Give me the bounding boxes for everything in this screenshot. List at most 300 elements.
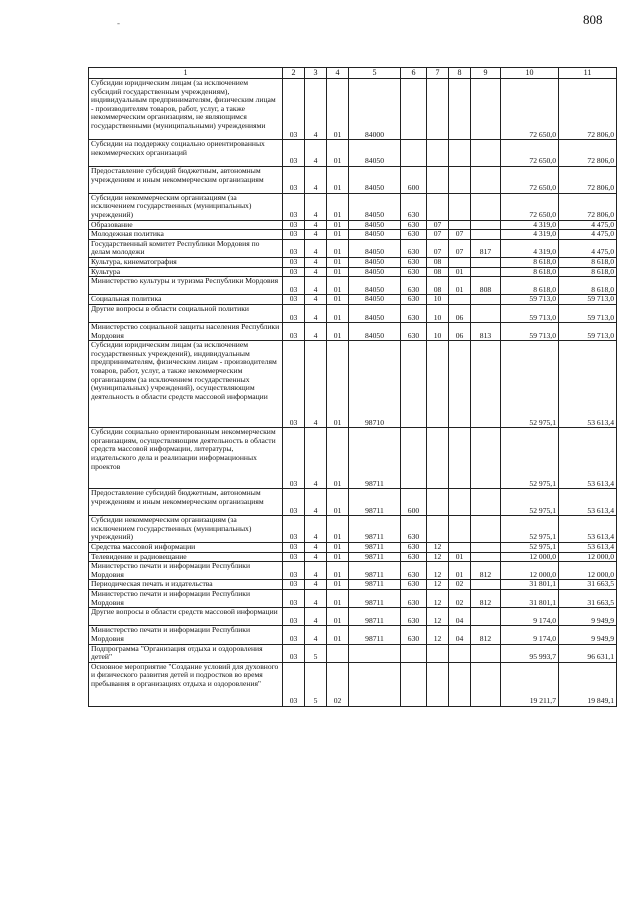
cell-col-9 bbox=[471, 662, 501, 706]
cell-col-6: 630 bbox=[401, 277, 427, 295]
row-name: Субсидии некоммерческим организациям (за исключением государственных (муниципальных) учреждений) bbox=[89, 516, 283, 543]
cell-col-6: 630 bbox=[401, 562, 427, 580]
cell-col-9 bbox=[471, 166, 501, 193]
cell-col-10: 12 000,0 bbox=[501, 552, 559, 562]
cell-col-4: 01 bbox=[327, 277, 349, 295]
cell-col-7 bbox=[427, 662, 449, 706]
cell-col-3: 4 bbox=[305, 562, 327, 580]
cell-col-9 bbox=[471, 79, 501, 140]
table-row bbox=[89, 341, 617, 428]
cell-col-8: 01 bbox=[449, 267, 471, 277]
row-name: Министерство культуры и туризма Республики Мордовия bbox=[89, 277, 283, 295]
cell-col-8 bbox=[449, 489, 471, 516]
cell-col-2: 03 bbox=[283, 644, 305, 662]
table-row bbox=[89, 277, 617, 295]
table-row bbox=[89, 323, 617, 341]
cell-col-2: 03 bbox=[283, 277, 305, 295]
cell-col-4: 01 bbox=[327, 590, 349, 608]
cell-col-10: 72 650,0 bbox=[501, 79, 559, 140]
cell-col-10: 9 174,0 bbox=[501, 608, 559, 626]
cell-col-5: 98711 bbox=[349, 489, 401, 516]
cell-col-7: 12 bbox=[427, 608, 449, 626]
cell-col-4: 01 bbox=[327, 304, 349, 322]
cell-col-10: 52 975,1 bbox=[501, 489, 559, 516]
row-name: Другие вопросы в области средств массовой информации bbox=[89, 608, 283, 626]
cell-col-5: 98711 bbox=[349, 580, 401, 590]
cell-col-11: 72 806,0 bbox=[559, 140, 617, 167]
column-header-5: 5 bbox=[349, 68, 401, 79]
cell-col-7: 07 bbox=[427, 239, 449, 257]
row-name: Молодежная политика bbox=[89, 230, 283, 240]
cell-col-5: 84050 bbox=[349, 323, 401, 341]
cell-col-9: 808 bbox=[471, 277, 501, 295]
cell-col-10: 72 650,0 bbox=[501, 193, 559, 220]
column-header-10: 10 bbox=[501, 68, 559, 79]
cell-col-2: 03 bbox=[283, 140, 305, 167]
cell-col-10: 72 650,0 bbox=[501, 166, 559, 193]
row-name: Культура bbox=[89, 267, 283, 277]
table-row bbox=[89, 562, 617, 580]
cell-col-9: 812 bbox=[471, 590, 501, 608]
cell-col-6: 630 bbox=[401, 608, 427, 626]
cell-col-5: 98711 bbox=[349, 608, 401, 626]
cell-col-2: 03 bbox=[283, 295, 305, 305]
table-row bbox=[89, 193, 617, 220]
cell-col-11: 12 000,0 bbox=[559, 562, 617, 580]
cell-col-7 bbox=[427, 489, 449, 516]
cell-col-2: 03 bbox=[283, 543, 305, 553]
cell-col-5: 98711 bbox=[349, 562, 401, 580]
cell-col-10: 12 000,0 bbox=[501, 562, 559, 580]
cell-col-5: 84050 bbox=[349, 277, 401, 295]
cell-col-8 bbox=[449, 220, 471, 230]
cell-col-3: 4 bbox=[305, 295, 327, 305]
cell-col-8 bbox=[449, 295, 471, 305]
cell-col-4: 01 bbox=[327, 516, 349, 543]
cell-col-4: 01 bbox=[327, 543, 349, 553]
cell-col-7 bbox=[427, 341, 449, 428]
cell-col-11: 4 475,0 bbox=[559, 220, 617, 230]
cell-col-6: 630 bbox=[401, 590, 427, 608]
table-row bbox=[89, 644, 617, 662]
cell-col-10: 59 713,0 bbox=[501, 304, 559, 322]
cell-col-2: 03 bbox=[283, 220, 305, 230]
cell-col-10: 95 993,7 bbox=[501, 644, 559, 662]
column-header-6: 6 bbox=[401, 68, 427, 79]
cell-col-8: 06 bbox=[449, 323, 471, 341]
row-name: Министерство печати и информации Республики Мордовия bbox=[89, 590, 283, 608]
cell-col-5: 98711 bbox=[349, 516, 401, 543]
cell-col-11: 53 613,4 bbox=[559, 341, 617, 428]
column-header-3: 3 bbox=[305, 68, 327, 79]
table-row bbox=[89, 626, 617, 644]
cell-col-2: 03 bbox=[283, 239, 305, 257]
cell-col-11: 53 613,4 bbox=[559, 428, 617, 489]
cell-col-10: 8 618,0 bbox=[501, 277, 559, 295]
cell-col-8: 04 bbox=[449, 608, 471, 626]
cell-col-9: 812 bbox=[471, 562, 501, 580]
table-row bbox=[89, 79, 617, 140]
cell-col-7: 07 bbox=[427, 220, 449, 230]
cell-col-8: 06 bbox=[449, 304, 471, 322]
cell-col-10: 31 801,1 bbox=[501, 590, 559, 608]
column-header-7: 7 bbox=[427, 68, 449, 79]
cell-col-6: 630 bbox=[401, 267, 427, 277]
cell-col-6: 630 bbox=[401, 220, 427, 230]
cell-col-5: 84000 bbox=[349, 79, 401, 140]
cell-col-3: 4 bbox=[305, 608, 327, 626]
cell-col-8 bbox=[449, 543, 471, 553]
cell-col-5: 84050 bbox=[349, 140, 401, 167]
table-row bbox=[89, 166, 617, 193]
cell-col-5: 98711 bbox=[349, 428, 401, 489]
cell-col-2: 03 bbox=[283, 562, 305, 580]
cell-col-3: 4 bbox=[305, 79, 327, 140]
cell-col-7 bbox=[427, 428, 449, 489]
column-header-8: 8 bbox=[449, 68, 471, 79]
cell-col-11: 8 618,0 bbox=[559, 267, 617, 277]
cell-col-3: 5 bbox=[305, 644, 327, 662]
cell-col-10: 8 618,0 bbox=[501, 257, 559, 267]
cell-col-4: 01 bbox=[327, 267, 349, 277]
cell-col-5: 84050 bbox=[349, 230, 401, 240]
table-row bbox=[89, 489, 617, 516]
cell-col-8 bbox=[449, 257, 471, 267]
cell-col-5: 98710 bbox=[349, 341, 401, 428]
cell-col-9 bbox=[471, 257, 501, 267]
cell-col-3: 4 bbox=[305, 552, 327, 562]
cell-col-6: 630 bbox=[401, 257, 427, 267]
cell-col-4: 01 bbox=[327, 341, 349, 428]
cell-col-6: 630 bbox=[401, 543, 427, 553]
budget-table bbox=[88, 67, 617, 707]
column-header-11: 11 bbox=[559, 68, 617, 79]
row-name: Культура, кинематография bbox=[89, 257, 283, 267]
cell-col-9 bbox=[471, 230, 501, 240]
cell-col-2: 03 bbox=[283, 304, 305, 322]
cell-col-3: 4 bbox=[305, 304, 327, 322]
cell-col-10: 4 319,0 bbox=[501, 239, 559, 257]
row-name: Субсидии на поддержку социально ориентированных некоммерческих организаций bbox=[89, 140, 283, 167]
table-row bbox=[89, 590, 617, 608]
cell-col-10: 72 650,0 bbox=[501, 140, 559, 167]
cell-col-10: 52 975,1 bbox=[501, 543, 559, 553]
cell-col-2: 03 bbox=[283, 323, 305, 341]
cell-col-5: 84050 bbox=[349, 239, 401, 257]
cell-col-6: 630 bbox=[401, 230, 427, 240]
cell-col-7: 07 bbox=[427, 230, 449, 240]
row-name: Министерство социальной защиты населения Республики Мордовия bbox=[89, 323, 283, 341]
cell-col-7: 12 bbox=[427, 580, 449, 590]
cell-col-3: 4 bbox=[305, 590, 327, 608]
table-row bbox=[89, 580, 617, 590]
row-name: Министерство печати и информации Республики Мордовия bbox=[89, 562, 283, 580]
cell-col-11: 4 475,0 bbox=[559, 239, 617, 257]
cell-col-3: 4 bbox=[305, 267, 327, 277]
cell-col-8: 01 bbox=[449, 277, 471, 295]
cell-col-10: 8 618,0 bbox=[501, 267, 559, 277]
cell-col-2: 03 bbox=[283, 257, 305, 267]
cell-col-11: 72 806,0 bbox=[559, 193, 617, 220]
cell-col-8 bbox=[449, 193, 471, 220]
cell-col-6 bbox=[401, 662, 427, 706]
cell-col-2: 03 bbox=[283, 489, 305, 516]
cell-col-11: 53 613,4 bbox=[559, 543, 617, 553]
cell-col-4: 01 bbox=[327, 140, 349, 167]
row-name: Субсидии социально ориентированным некоммерческим организациям, осуществляющим деятельность в области средств массовой информации, литературы, издательского дела и реализации информационных проектов bbox=[89, 428, 283, 489]
cell-col-5: 84050 bbox=[349, 267, 401, 277]
row-name: Министерство печати и информации Республики Мордовия bbox=[89, 626, 283, 644]
cell-col-10: 59 713,0 bbox=[501, 323, 559, 341]
cell-col-6: 630 bbox=[401, 304, 427, 322]
cell-col-6: 630 bbox=[401, 295, 427, 305]
cell-col-8 bbox=[449, 166, 471, 193]
cell-col-6 bbox=[401, 79, 427, 140]
cell-col-8 bbox=[449, 516, 471, 543]
row-name: Средства массовой информации bbox=[89, 543, 283, 553]
cell-col-9 bbox=[471, 193, 501, 220]
cell-col-5: 84050 bbox=[349, 295, 401, 305]
cell-col-7: 12 bbox=[427, 590, 449, 608]
cell-col-10: 4 319,0 bbox=[501, 220, 559, 230]
cell-col-9 bbox=[471, 552, 501, 562]
cell-col-7: 08 bbox=[427, 277, 449, 295]
cell-col-6: 630 bbox=[401, 239, 427, 257]
table-row bbox=[89, 552, 617, 562]
table-row bbox=[89, 608, 617, 626]
cell-col-4: 01 bbox=[327, 323, 349, 341]
cell-col-9 bbox=[471, 220, 501, 230]
header-row bbox=[89, 68, 617, 79]
cell-col-11: 72 806,0 bbox=[559, 79, 617, 140]
cell-col-7 bbox=[427, 166, 449, 193]
cell-col-4: 01 bbox=[327, 257, 349, 267]
cell-col-3: 4 bbox=[305, 140, 327, 167]
cell-col-3: 4 bbox=[305, 580, 327, 590]
table-row bbox=[89, 220, 617, 230]
cell-col-11: 9 949,9 bbox=[559, 608, 617, 626]
row-name: Социальная политика bbox=[89, 295, 283, 305]
cell-col-2: 03 bbox=[283, 580, 305, 590]
cell-col-8 bbox=[449, 341, 471, 428]
cell-col-6 bbox=[401, 341, 427, 428]
cell-col-2: 03 bbox=[283, 516, 305, 543]
cell-col-4 bbox=[327, 644, 349, 662]
cell-col-4: 02 bbox=[327, 662, 349, 706]
cell-col-9 bbox=[471, 341, 501, 428]
cell-col-8: 01 bbox=[449, 562, 471, 580]
cell-col-7: 08 bbox=[427, 257, 449, 267]
cell-col-10: 59 713,0 bbox=[501, 295, 559, 305]
cell-col-5: 98711 bbox=[349, 590, 401, 608]
cell-col-4: 01 bbox=[327, 552, 349, 562]
cell-col-11: 59 713,0 bbox=[559, 295, 617, 305]
cell-col-8: 02 bbox=[449, 590, 471, 608]
cell-col-7 bbox=[427, 644, 449, 662]
cell-col-9: 813 bbox=[471, 323, 501, 341]
cell-col-9 bbox=[471, 580, 501, 590]
cell-col-9 bbox=[471, 267, 501, 277]
cell-col-6 bbox=[401, 428, 427, 489]
cell-col-2: 03 bbox=[283, 79, 305, 140]
cell-col-5: 84050 bbox=[349, 166, 401, 193]
cell-col-8 bbox=[449, 644, 471, 662]
cell-col-3: 4 bbox=[305, 257, 327, 267]
cell-col-2: 03 bbox=[283, 341, 305, 428]
cell-col-3: 4 bbox=[305, 323, 327, 341]
cell-col-8: 07 bbox=[449, 230, 471, 240]
cell-col-8 bbox=[449, 662, 471, 706]
table-row bbox=[89, 239, 617, 257]
cell-col-3: 4 bbox=[305, 516, 327, 543]
cell-col-2: 03 bbox=[283, 428, 305, 489]
cell-col-6: 630 bbox=[401, 552, 427, 562]
cell-col-10: 52 975,1 bbox=[501, 428, 559, 489]
cell-col-5: 84050 bbox=[349, 193, 401, 220]
cell-col-4: 01 bbox=[327, 428, 349, 489]
cell-col-10: 52 975,1 bbox=[501, 516, 559, 543]
page-number: 808 bbox=[583, 12, 603, 27]
header-mark: - bbox=[117, 18, 120, 28]
cell-col-4: 01 bbox=[327, 295, 349, 305]
row-name: Субсидии юридическим лицам (за исключением государственных учреждений), индивидуальным предпринимателям, физическим лицам - производителям товаров, работ, услуг, а также некоммерческим организациям (за исключением государственных (муниципальных) учреждений), осуществляющим деятельность в области средств массовой информации bbox=[89, 341, 283, 428]
cell-col-9 bbox=[471, 516, 501, 543]
cell-col-7 bbox=[427, 79, 449, 140]
cell-col-2: 03 bbox=[283, 552, 305, 562]
table-row bbox=[89, 140, 617, 167]
table-row bbox=[89, 428, 617, 489]
cell-col-2: 03 bbox=[283, 230, 305, 240]
cell-col-3: 4 bbox=[305, 239, 327, 257]
cell-col-2: 03 bbox=[283, 662, 305, 706]
row-name: Образование bbox=[89, 220, 283, 230]
cell-col-2: 03 bbox=[283, 590, 305, 608]
table-row bbox=[89, 295, 617, 305]
cell-col-8: 02 bbox=[449, 580, 471, 590]
cell-col-6: 630 bbox=[401, 626, 427, 644]
cell-col-11: 4 475,0 bbox=[559, 230, 617, 240]
cell-col-3: 4 bbox=[305, 230, 327, 240]
cell-col-4: 01 bbox=[327, 608, 349, 626]
cell-col-11: 31 663,5 bbox=[559, 580, 617, 590]
cell-col-2: 03 bbox=[283, 166, 305, 193]
cell-col-7: 12 bbox=[427, 626, 449, 644]
cell-col-10: 52 975,1 bbox=[501, 341, 559, 428]
cell-col-2: 03 bbox=[283, 267, 305, 277]
cell-col-6: 630 bbox=[401, 323, 427, 341]
cell-col-11: 72 806,0 bbox=[559, 166, 617, 193]
cell-col-3: 4 bbox=[305, 428, 327, 489]
cell-col-3: 4 bbox=[305, 626, 327, 644]
cell-col-6 bbox=[401, 140, 427, 167]
cell-col-3: 4 bbox=[305, 277, 327, 295]
row-name: Субсидии некоммерческим организациям (за исключением государственных (муниципальных) учреждений) bbox=[89, 193, 283, 220]
cell-col-11: 31 663,5 bbox=[559, 590, 617, 608]
cell-col-6 bbox=[401, 644, 427, 662]
cell-col-5: 98711 bbox=[349, 543, 401, 553]
cell-col-6: 630 bbox=[401, 516, 427, 543]
cell-col-6: 630 bbox=[401, 580, 427, 590]
cell-col-9 bbox=[471, 543, 501, 553]
cell-col-7: 12 bbox=[427, 562, 449, 580]
row-name: Телевидение и радиовещание bbox=[89, 552, 283, 562]
cell-col-11: 59 713,0 bbox=[559, 304, 617, 322]
cell-col-5: 98711 bbox=[349, 552, 401, 562]
cell-col-7 bbox=[427, 140, 449, 167]
cell-col-9: 812 bbox=[471, 626, 501, 644]
row-name: Основное мероприятие "Создание условий для духовного и физического развития детей и подростков во время пребывания в организациях отдыха и оздоровления" bbox=[89, 662, 283, 706]
cell-col-3: 4 bbox=[305, 489, 327, 516]
cell-col-11: 19 849,1 bbox=[559, 662, 617, 706]
cell-col-3: 4 bbox=[305, 341, 327, 428]
cell-col-5 bbox=[349, 662, 401, 706]
cell-col-6: 600 bbox=[401, 489, 427, 516]
table-row bbox=[89, 662, 617, 706]
cell-col-4: 01 bbox=[327, 489, 349, 516]
cell-col-5 bbox=[349, 644, 401, 662]
cell-col-11: 53 613,4 bbox=[559, 516, 617, 543]
row-name: Предоставление субсидий бюджетным, автономным учреждениям и иным некоммерческим организациям bbox=[89, 489, 283, 516]
cell-col-11: 53 613,4 bbox=[559, 489, 617, 516]
cell-col-3: 5 bbox=[305, 662, 327, 706]
table-row bbox=[89, 304, 617, 322]
cell-col-4: 01 bbox=[327, 166, 349, 193]
cell-col-4: 01 bbox=[327, 562, 349, 580]
table-row bbox=[89, 543, 617, 553]
cell-col-11: 8 618,0 bbox=[559, 257, 617, 267]
cell-col-9 bbox=[471, 644, 501, 662]
cell-col-8: 07 bbox=[449, 239, 471, 257]
cell-col-2: 03 bbox=[283, 193, 305, 220]
cell-col-10: 4 319,0 bbox=[501, 230, 559, 240]
cell-col-4: 01 bbox=[327, 239, 349, 257]
cell-col-3: 4 bbox=[305, 193, 327, 220]
cell-col-10: 31 801,1 bbox=[501, 580, 559, 590]
column-header-4: 4 bbox=[327, 68, 349, 79]
cell-col-5: 98711 bbox=[349, 626, 401, 644]
cell-col-11: 8 618,0 bbox=[559, 277, 617, 295]
cell-col-3: 4 bbox=[305, 220, 327, 230]
row-name: Государственный комитет Республики Мордовия по делам молодежи bbox=[89, 239, 283, 257]
cell-col-9 bbox=[471, 608, 501, 626]
cell-col-2: 03 bbox=[283, 608, 305, 626]
table-row bbox=[89, 230, 617, 240]
cell-col-7: 10 bbox=[427, 323, 449, 341]
cell-col-7: 08 bbox=[427, 267, 449, 277]
table-row bbox=[89, 267, 617, 277]
cell-col-4: 01 bbox=[327, 79, 349, 140]
cell-col-7: 10 bbox=[427, 295, 449, 305]
cell-col-4: 01 bbox=[327, 193, 349, 220]
table-row bbox=[89, 257, 617, 267]
table-row bbox=[89, 516, 617, 543]
cell-col-9 bbox=[471, 295, 501, 305]
cell-col-8 bbox=[449, 428, 471, 489]
cell-col-11: 96 631,1 bbox=[559, 644, 617, 662]
cell-col-7: 10 bbox=[427, 304, 449, 322]
cell-col-9 bbox=[471, 140, 501, 167]
cell-col-8 bbox=[449, 140, 471, 167]
cell-col-4: 01 bbox=[327, 220, 349, 230]
cell-col-4: 01 bbox=[327, 230, 349, 240]
cell-col-5: 84050 bbox=[349, 220, 401, 230]
cell-col-4: 01 bbox=[327, 580, 349, 590]
cell-col-5: 84050 bbox=[349, 257, 401, 267]
cell-col-4: 01 bbox=[327, 626, 349, 644]
cell-col-9 bbox=[471, 304, 501, 322]
cell-col-10: 19 211,7 bbox=[501, 662, 559, 706]
row-name: Предоставление субсидий бюджетным, автономным учреждениям и иным некоммерческим организациям bbox=[89, 166, 283, 193]
